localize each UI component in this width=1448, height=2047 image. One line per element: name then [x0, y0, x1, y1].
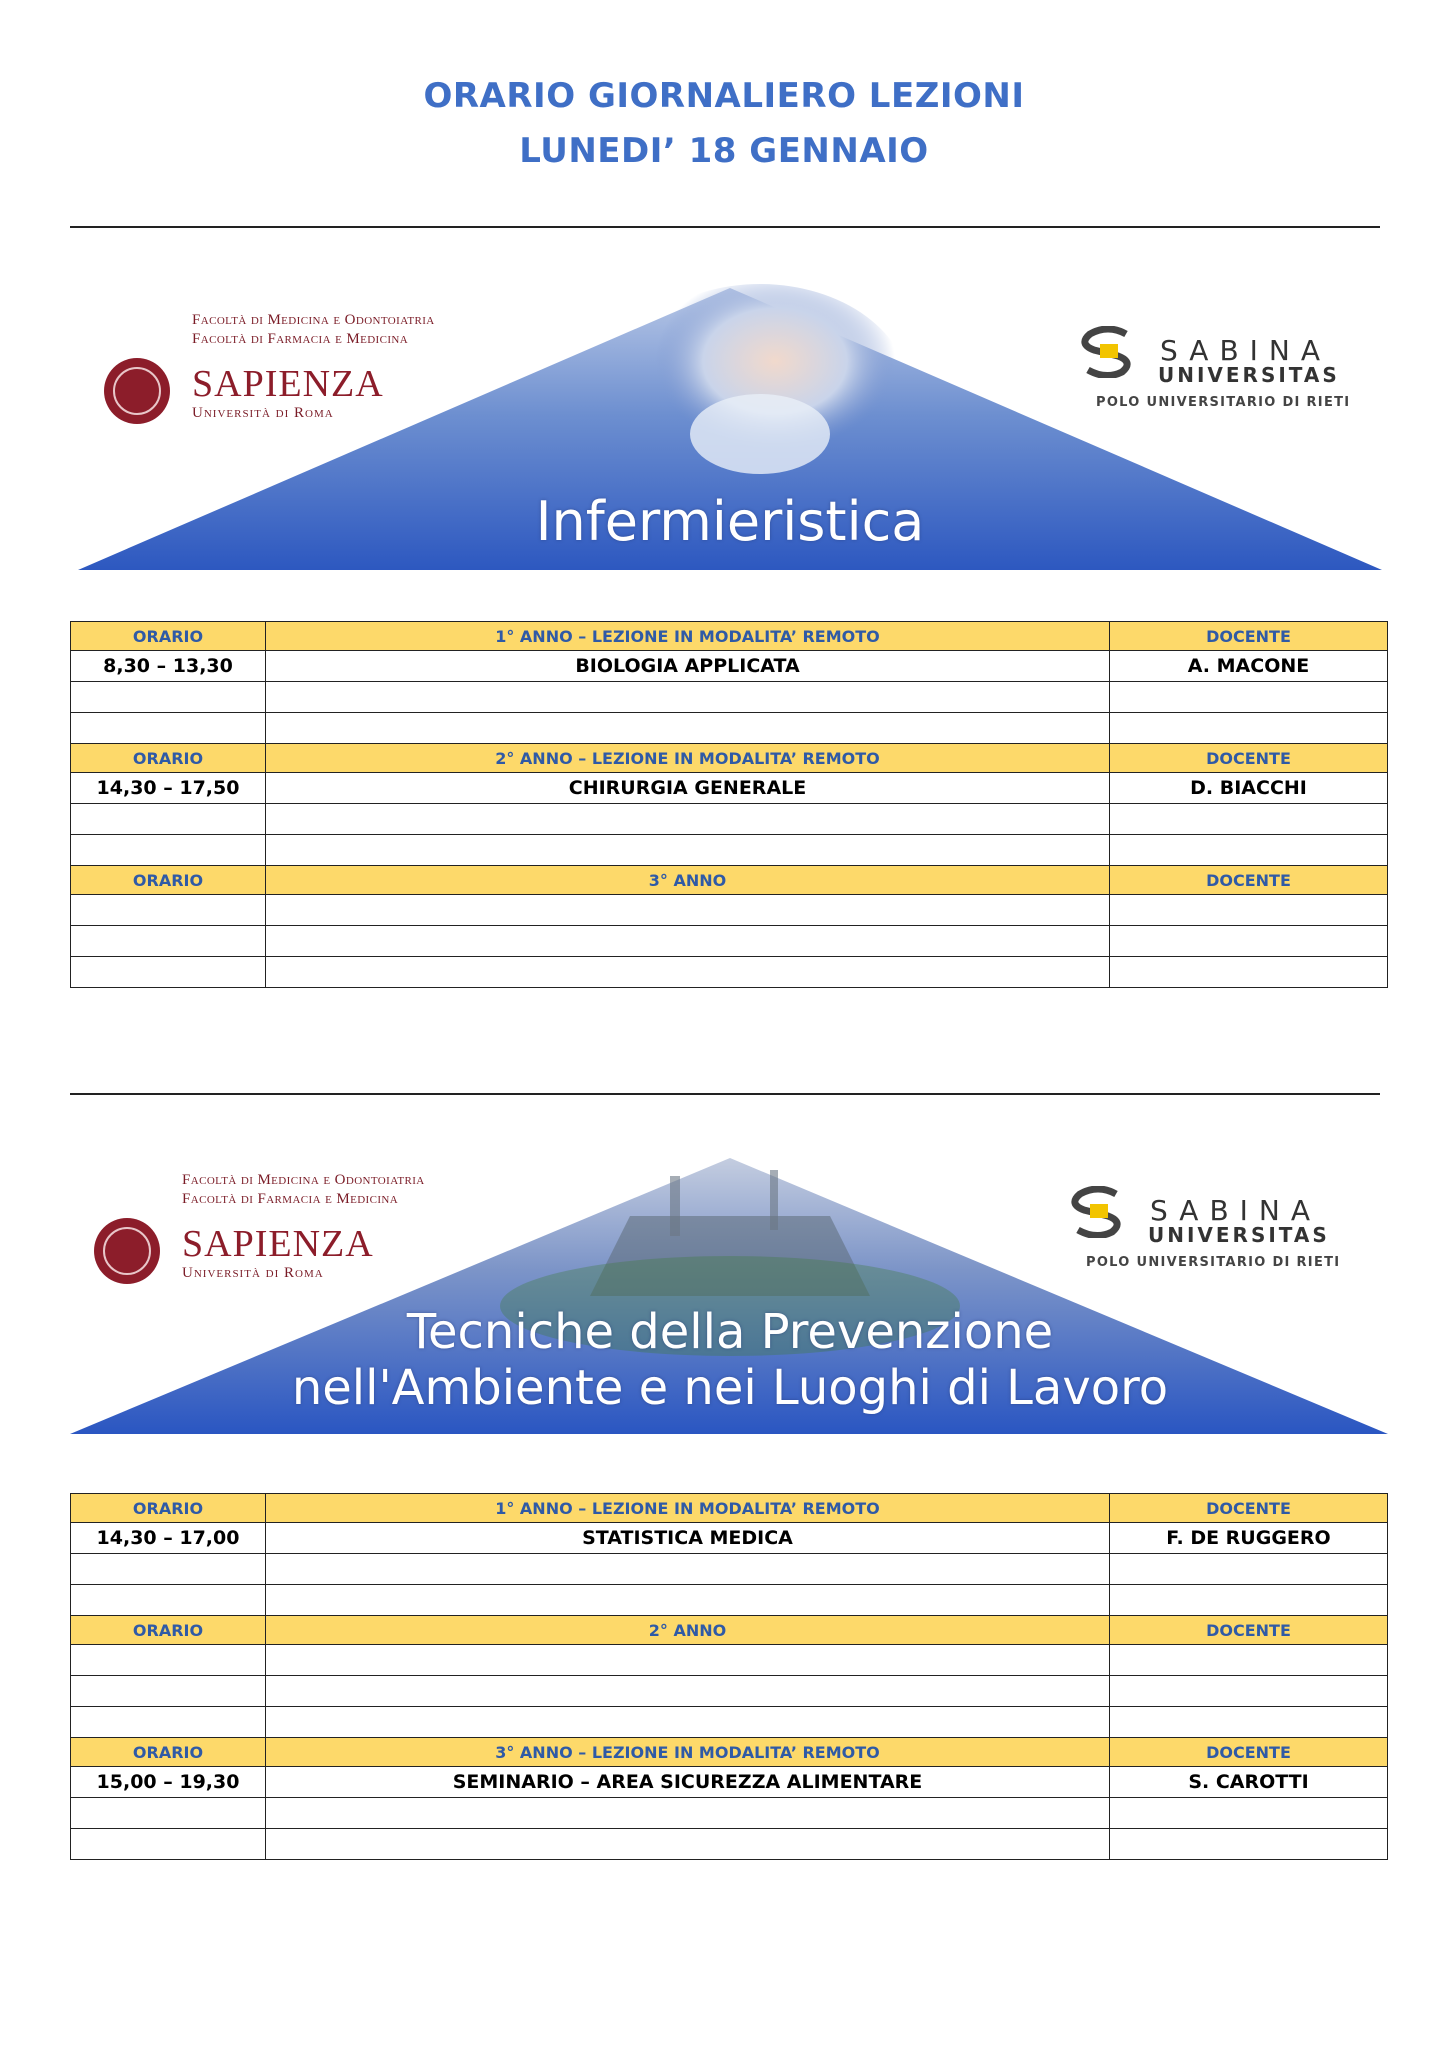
- cell-lezione: [266, 926, 1110, 957]
- header-orario: ORARIO: [71, 622, 266, 651]
- divider-top: [70, 226, 1380, 228]
- universitas-text: UNIVERSITAS: [1148, 1223, 1330, 1247]
- table-row: [71, 804, 1388, 835]
- cell-docente: [1110, 926, 1388, 957]
- table-row: [71, 1523, 1388, 1554]
- header-anno: 2° ANNO: [266, 1616, 1110, 1645]
- table-row: [71, 1645, 1388, 1676]
- divider-middle: [70, 1093, 1380, 1095]
- cell-orario: [71, 957, 266, 988]
- cell-lezione: [266, 1798, 1110, 1829]
- cell-docente: F. DE RUGGERO: [1110, 1523, 1388, 1554]
- cell-lezione: BIOLOGIA APPLICATA: [266, 651, 1110, 682]
- table-row: [71, 1585, 1388, 1616]
- cell-docente: S. CAROTTI: [1110, 1767, 1388, 1798]
- cell-orario: 15,00 – 19,30: [71, 1767, 266, 1798]
- cell-orario: [71, 835, 266, 866]
- header-docente: DOCENTE: [1110, 1738, 1388, 1767]
- course-name-line1: Infermieristica: [535, 490, 925, 553]
- banner-infermieristica: [70, 284, 1390, 574]
- header-orario: ORARIO: [71, 744, 266, 773]
- header-orario: ORARIO: [71, 1494, 266, 1523]
- table-row: [71, 835, 1388, 866]
- table-row: [71, 1829, 1388, 1860]
- cell-lezione: [266, 804, 1110, 835]
- header-anno: 1° ANNO – LEZIONE IN MODALITA’ REMOTO: [266, 1494, 1110, 1523]
- sabina-text: SABINA: [1160, 334, 1332, 367]
- table-row: [71, 773, 1388, 804]
- cell-lezione: [266, 1645, 1110, 1676]
- cell-docente: [1110, 1645, 1388, 1676]
- header-anno: 3° ANNO: [266, 866, 1110, 895]
- cell-orario: [71, 1829, 266, 1860]
- cell-lezione: [266, 1585, 1110, 1616]
- header-docente: DOCENTE: [1110, 622, 1388, 651]
- cell-orario: 8,30 – 13,30: [71, 651, 266, 682]
- cell-docente: [1110, 804, 1388, 835]
- course-name-line2: nell'Ambiente e nei Luoghi di Lavoro: [291, 1360, 1169, 1416]
- cell-orario: [71, 895, 266, 926]
- faculty-line1: Facoltà di Medicina e Odontoiatria: [192, 312, 435, 328]
- cell-docente: [1110, 895, 1388, 926]
- universitas-text: UNIVERSITAS: [1158, 363, 1340, 387]
- cell-lezione: [266, 682, 1110, 713]
- cell-lezione: [266, 895, 1110, 926]
- polo-rieti-text: POLO UNIVERSITARIO DI RIETI: [1086, 1255, 1341, 1270]
- table-row: [71, 926, 1388, 957]
- table-row: [71, 1767, 1388, 1798]
- cell-orario: [71, 1585, 266, 1616]
- sabina-text: SABINA: [1150, 1194, 1322, 1227]
- cell-lezione: [266, 1829, 1110, 1860]
- table-row: [71, 895, 1388, 926]
- section-header-1-anno: [71, 622, 1388, 651]
- sapienza-logo-text: SAPIENZA: [182, 1223, 374, 1265]
- universita-roma-text: Università di Roma: [182, 1265, 324, 1281]
- cell-docente: [1110, 1707, 1388, 1738]
- page-title-line1: ORARIO GIORNALIERO LEZIONI: [423, 76, 1025, 116]
- header-orario: ORARIO: [71, 1616, 266, 1645]
- schedule-table-tecniche-prevenzione: [70, 1493, 1388, 1860]
- sapienza-logo-text: SAPIENZA: [192, 363, 384, 405]
- polo-rieti-text: POLO UNIVERSITARIO DI RIETI: [1096, 395, 1351, 410]
- faculty-line1: Facoltà di Medicina e Odontoiatria: [182, 1172, 425, 1188]
- faculty-line2: Facoltà di Farmacia e Medicina: [182, 1191, 399, 1207]
- cell-lezione: [266, 957, 1110, 988]
- cell-orario: [71, 804, 266, 835]
- cell-lezione: CHIRURGIA GENERALE: [266, 773, 1110, 804]
- section-header-3-anno: [71, 1738, 1388, 1767]
- cell-orario: [71, 713, 266, 744]
- cell-orario: [71, 926, 266, 957]
- header-docente: DOCENTE: [1110, 866, 1388, 895]
- cell-orario: [71, 1676, 266, 1707]
- cell-docente: [1110, 713, 1388, 744]
- cell-docente: [1110, 957, 1388, 988]
- course-name: [70, 1304, 1390, 1416]
- header-orario: ORARIO: [71, 1738, 266, 1767]
- table-row: [71, 1554, 1388, 1585]
- cell-orario: 14,30 – 17,50: [71, 773, 266, 804]
- banner-tecniche-prevenzione: [70, 1146, 1390, 1436]
- cell-lezione: [266, 1554, 1110, 1585]
- cell-docente: [1110, 1585, 1388, 1616]
- header-docente: DOCENTE: [1110, 744, 1388, 773]
- cell-docente: A. MACONE: [1110, 651, 1388, 682]
- cell-orario: [71, 1707, 266, 1738]
- cell-lezione: [266, 713, 1110, 744]
- cell-docente: [1110, 835, 1388, 866]
- table-row: [71, 651, 1388, 682]
- course-name: [70, 490, 1390, 553]
- table-row: [71, 682, 1388, 713]
- cell-docente: D. BIACCHI: [1110, 773, 1388, 804]
- table-row: [71, 957, 1388, 988]
- sabina-book-icon: [1078, 326, 1138, 378]
- table-row: [71, 1798, 1388, 1829]
- table-row: [71, 713, 1388, 744]
- cell-docente: [1110, 1554, 1388, 1585]
- header-docente: DOCENTE: [1110, 1616, 1388, 1645]
- sapienza-seal-icon: [104, 358, 170, 424]
- cell-docente: [1110, 1829, 1388, 1860]
- faculty-line2: Facoltà di Farmacia e Medicina: [192, 331, 409, 347]
- universita-roma-text: Università di Roma: [192, 405, 334, 421]
- header-anno: 1° ANNO – LEZIONE IN MODALITA’ REMOTO: [266, 622, 1110, 651]
- cell-docente: [1110, 1676, 1388, 1707]
- header-orario: ORARIO: [71, 866, 266, 895]
- course-name-line1: Tecniche della Prevenzione: [406, 1304, 1054, 1360]
- faculty-lines: [182, 1171, 425, 1209]
- header-anno: 3° ANNO – LEZIONE IN MODALITA’ REMOTO: [266, 1738, 1110, 1767]
- faculty-lines: [192, 311, 435, 349]
- table-row: [71, 1707, 1388, 1738]
- page-title-line2: LUNEDI’ 18 GENNAIO: [519, 131, 929, 171]
- header-docente: DOCENTE: [1110, 1494, 1388, 1523]
- cell-orario: [71, 1798, 266, 1829]
- cell-orario: 14,30 – 17,00: [71, 1523, 266, 1554]
- header-anno: 2° ANNO – LEZIONE IN MODALITA’ REMOTO: [266, 744, 1110, 773]
- cell-lezione: [266, 835, 1110, 866]
- sapienza-seal-icon: [94, 1218, 160, 1284]
- cell-lezione: STATISTICA MEDICA: [266, 1523, 1110, 1554]
- cell-docente: [1110, 1798, 1388, 1829]
- cell-lezione: SEMINARIO – AREA SICUREZZA ALIMENTARE: [266, 1767, 1110, 1798]
- cell-docente: [1110, 682, 1388, 713]
- cell-lezione: [266, 1707, 1110, 1738]
- section-header-3-anno: [71, 866, 1388, 895]
- table-row: [71, 1676, 1388, 1707]
- cell-orario: [71, 1554, 266, 1585]
- sabina-book-icon: [1068, 1186, 1128, 1238]
- section-header-2-anno: [71, 744, 1388, 773]
- cell-lezione: [266, 1676, 1110, 1707]
- cell-orario: [71, 1645, 266, 1676]
- section-header-2-anno: [71, 1616, 1388, 1645]
- schedule-table-infermieristica: [70, 621, 1388, 988]
- cell-orario: [71, 682, 266, 713]
- section-header-1-anno: [71, 1494, 1388, 1523]
